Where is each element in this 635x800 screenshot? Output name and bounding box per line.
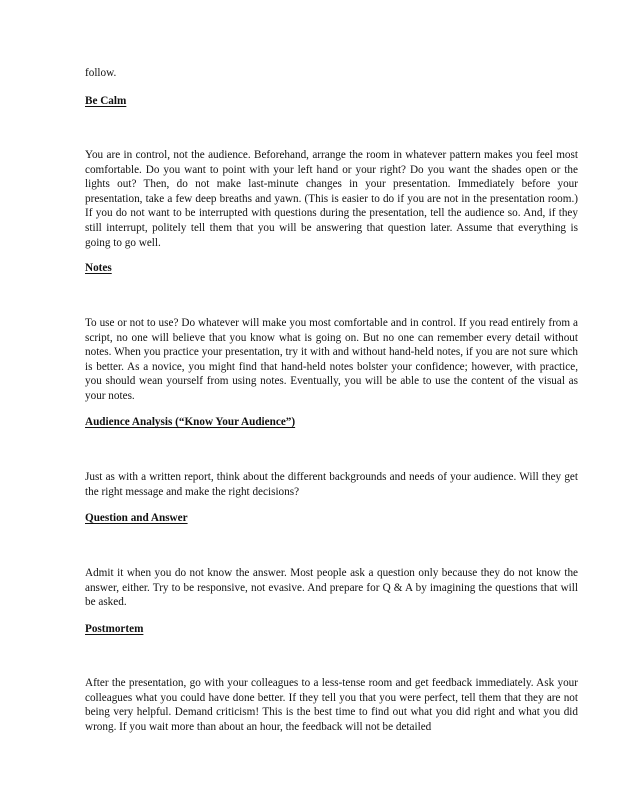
section-body-be-calm: You are in control, not the audience. Beforehand, arrange the room in whatever pattern makes you feel most comfortable. Do you want to point with your left hand or your right? Do you want the shades open or the lights out? Then, do not make last-minute changes in your presentation. Immediately before your presentation, take a few deep breaths and yawn. (This is easier to do if you are not in the presentation room.) If you do not want to be interrupted with questions during the presentation, tell the audience so. And, if they still interrupt, politely tell them that you will be answering that question later. Assume that everything is going to go well. [85, 149, 578, 249]
section-body-question-and-answer: Admit it when you do not know the answer. Most people ask a question only because they do not know the answer, either. Try to be responsive, not evasive. And prepare for Q & A by imagining the questions that will be asked. [85, 567, 578, 609]
section-body-audience-analysis: Just as with a written report, think about the different backgrounds and needs of your audience. Will they get the right message and make the right decisions? [85, 471, 578, 498]
section-heading-postmortem: Postmortem [85, 623, 144, 635]
section-body-notes: To use or not to use? Do whatever will make you most comfortable and in control. If you read entirely from a script, no one will believe that you know what is going on. But no one can remember every detail without notes. When you practice your presentation, try it with and without hand-held notes, if you are not sure which is better. As a novice, you might find that hand-held notes bolster your confidence; however, with practice, you should wean yourself from using notes. Eventually, you will be able to use the content of the visual as your notes. [85, 317, 578, 402]
section-body-postmortem: After the presentation, go with your colleagues to a less-tense room and get feedback immediately. Ask your colleagues what you could have done better. If they tell you that you were perfect, tell them that they are not being very helpful. Demand criticism! This is the best time to find out what you did right and what you did wrong. If you wait more than about an hour, the feedback will not be detailed [85, 677, 578, 733]
section-heading-notes: Notes [85, 262, 112, 274]
section-heading-question-and-answer: Question and Answer [85, 512, 188, 524]
section-heading-be-calm: Be Calm [85, 95, 127, 107]
section-heading-audience-analysis: Audience Analysis (“Know Your Audience”) [85, 416, 296, 428]
intro-text: follow. [85, 67, 117, 79]
